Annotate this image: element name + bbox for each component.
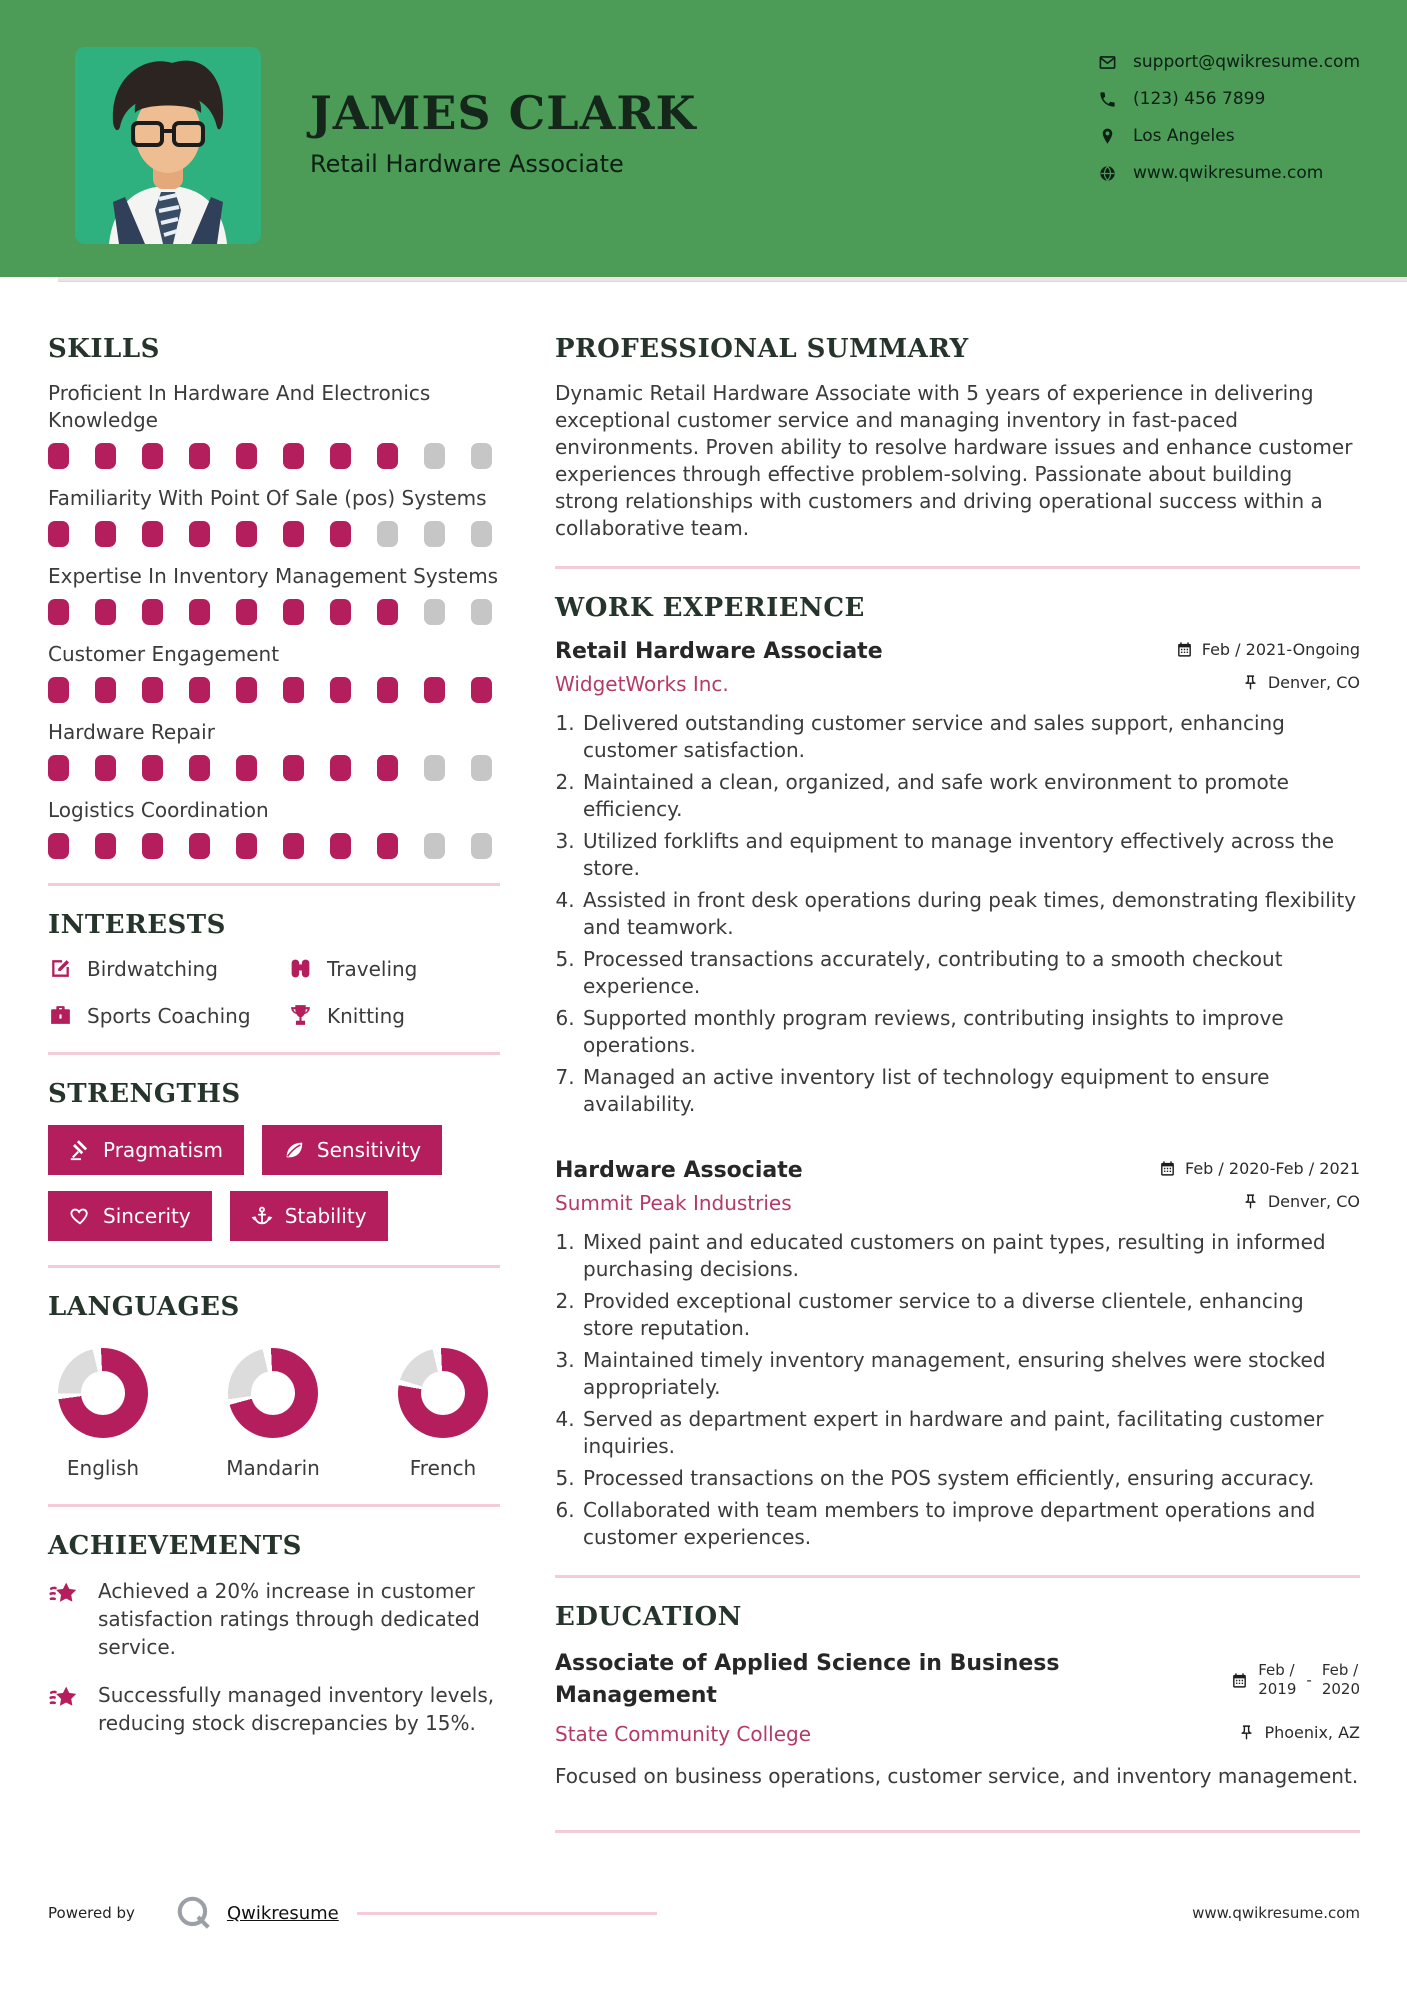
skill-dot-filled	[377, 755, 398, 781]
job-bullet: 3. Utilized forklifts and equipment to manage inventory effectively across the store.	[581, 828, 1360, 882]
education-dates	[1231, 1648, 1360, 1712]
strength-label: Pragmatism	[103, 1138, 223, 1162]
language-donut-chart	[398, 1348, 488, 1438]
phone-value: (123) 456 7899	[1133, 89, 1266, 109]
section-divider	[48, 1052, 500, 1055]
skill-label: Familiarity With Point Of Sale (pos) Systems	[48, 486, 487, 510]
skill-level-bar	[48, 755, 500, 781]
globe-icon	[1098, 164, 1117, 183]
job-bullet-list	[555, 710, 1360, 1118]
trophy-icon	[288, 1003, 313, 1028]
skill-dot-empty	[424, 833, 445, 859]
left-column	[48, 334, 500, 1857]
skill-dot-filled	[236, 521, 257, 547]
strengths-section	[48, 1079, 500, 1241]
skill-dot-filled	[283, 521, 304, 547]
section-divider	[48, 1265, 500, 1268]
skill-dot-filled	[48, 521, 69, 547]
skill-dot-filled	[330, 755, 351, 781]
education-degree: Associate of Applied Science in Business Management	[555, 1651, 1060, 1708]
skill-dot-filled	[236, 755, 257, 781]
skill-dot-filled	[377, 677, 398, 703]
job-subheader	[555, 672, 1360, 696]
education-subheader	[555, 1722, 1360, 1746]
section-divider	[555, 1575, 1360, 1578]
skill-dot-filled	[283, 443, 304, 469]
skill-label: Expertise In Inventory Management Systems	[48, 564, 499, 588]
skill-dot-filled	[48, 755, 69, 781]
email-value[interactable]: support@qwikresume.com	[1133, 52, 1360, 72]
contact-location	[1098, 126, 1360, 146]
skill-dot-filled	[142, 833, 163, 859]
job-location-text: Denver, CO	[1267, 673, 1360, 692]
interest-label: Knitting	[327, 1003, 405, 1028]
shooting-star-icon	[48, 1579, 82, 1613]
languages-heading: LANGUAGES	[48, 1292, 240, 1322]
interest-item	[288, 1003, 500, 1028]
job-bullet: 3. Maintained timely inventory management, ensuring shelves were stocked appropriately.	[581, 1347, 1360, 1401]
skill-dot-empty	[424, 755, 445, 781]
education-date-separator: -	[1306, 1670, 1312, 1689]
achievement-text: Successfully managed inventory levels, reducing stock discrepancies by 15%.	[98, 1683, 495, 1735]
interest-item	[288, 956, 500, 981]
achievement-text: Achieved a 20% increase in customer satisfaction ratings through dedicated service.	[98, 1579, 480, 1659]
profile-photo	[75, 47, 261, 244]
skill-item	[48, 563, 500, 625]
language-donut-chart	[58, 1348, 148, 1438]
header-divider	[58, 277, 1407, 282]
skill-dot-filled	[236, 599, 257, 625]
skill-dot-filled	[236, 677, 257, 703]
location-value: Los Angeles	[1133, 126, 1235, 146]
job-bullet: 2. Provided exceptional customer service to a diverse clientele, enhancing store reputation.	[581, 1288, 1360, 1342]
skill-dot-filled	[283, 755, 304, 781]
skill-dot-filled	[330, 833, 351, 859]
skill-dot-filled	[142, 443, 163, 469]
binoculars-icon	[288, 956, 313, 981]
phone-icon	[1098, 90, 1117, 109]
education-location-text: Phoenix, AZ	[1264, 1723, 1360, 1742]
skill-dot-filled	[471, 677, 492, 703]
shooting-star-icon	[48, 1683, 82, 1717]
skill-dot-empty	[424, 443, 445, 469]
skill-dot-filled	[48, 599, 69, 625]
strengths-heading: STRENGTHS	[48, 1079, 241, 1109]
job-dates	[1159, 1159, 1360, 1178]
website-value[interactable]: www.qwikresume.com	[1133, 163, 1324, 183]
skill-dot-filled	[424, 677, 445, 703]
skill-dot-filled	[236, 443, 257, 469]
person-name: JAMES CLARK	[310, 86, 697, 140]
section-divider	[555, 566, 1360, 569]
skill-dot-filled	[189, 521, 210, 547]
skill-dot-filled	[377, 443, 398, 469]
skill-dot-filled	[95, 521, 116, 547]
section-divider	[48, 883, 500, 886]
skill-level-bar	[48, 599, 500, 625]
strength-badge	[48, 1191, 212, 1241]
job-bullet: 6. Supported monthly program reviews, contributing insights to improve operations.	[581, 1005, 1360, 1059]
strength-badge	[48, 1125, 244, 1175]
summary-section	[555, 334, 1360, 542]
skill-dot-filled	[189, 677, 210, 703]
skill-dot-filled	[142, 755, 163, 781]
skill-dot-filled	[142, 521, 163, 547]
leaf-icon	[283, 1139, 305, 1161]
education-header	[555, 1648, 1360, 1712]
job-entry	[555, 1158, 1360, 1551]
interest-label: Traveling	[327, 956, 418, 981]
job-bullet: 7. Managed an active inventory list of technology equipment to ensure availability.	[581, 1064, 1360, 1118]
job-location	[1242, 673, 1360, 692]
strengths-row	[48, 1191, 500, 1241]
skill-dot-filled	[95, 833, 116, 859]
strength-badge	[230, 1191, 388, 1241]
briefcase-icon	[48, 1003, 73, 1028]
skill-dot-empty	[471, 521, 492, 547]
skill-item	[48, 719, 500, 781]
skill-level-bar	[48, 833, 500, 859]
education-heading: EDUCATION	[555, 1602, 742, 1632]
language-label: French	[409, 1456, 477, 1480]
powered-by-label: Powered by	[48, 1904, 135, 1922]
skill-dot-filled	[283, 677, 304, 703]
section-divider	[48, 1504, 500, 1507]
skill-dot-empty	[471, 755, 492, 781]
job-bullet-list	[555, 1229, 1360, 1551]
gavel-icon	[69, 1139, 91, 1161]
achievements-heading: ACHIEVEMENTS	[48, 1531, 302, 1561]
skill-dot-empty	[424, 521, 445, 547]
skill-label: Proficient In Hardware And Electronics Knowledge	[48, 381, 431, 432]
section-divider	[555, 1830, 1360, 1833]
right-column	[555, 334, 1360, 1857]
skill-label: Logistics Coordination	[48, 798, 269, 822]
skill-dot-filled	[48, 677, 69, 703]
education-date-start: Feb / 2019	[1258, 1661, 1297, 1698]
strength-label: Stability	[284, 1204, 367, 1228]
pushpin-icon	[1242, 674, 1259, 691]
summary-text: Dynamic Retail Hardware Associate with 5 years of experience in delivering exceptional customer service and managing inventory in fast-paced environments. Proven ability to resolve hardware issues and enhance customer experiences through effective problem-solving. Passionate about building strong relationships with customers and driving operational success within a collaborative team.	[555, 381, 1353, 540]
calendar-icon	[1231, 1672, 1248, 1689]
language-label: English	[66, 1456, 140, 1480]
skills-section	[48, 334, 500, 859]
qwikresume-logo-icon	[175, 1894, 213, 1932]
skill-dot-filled	[95, 677, 116, 703]
skill-dot-empty	[471, 443, 492, 469]
strength-label: Sincerity	[103, 1204, 191, 1228]
skill-dot-filled	[283, 599, 304, 625]
job-company: Summit Peak Industries	[555, 1191, 792, 1215]
education-date-end: Feb / 2020	[1321, 1661, 1360, 1698]
contact-list	[1098, 52, 1360, 200]
skill-dot-filled	[142, 677, 163, 703]
contact-phone	[1098, 89, 1360, 109]
job-title: Hardware Associate	[555, 1158, 803, 1183]
languages-section	[48, 1292, 500, 1480]
job-location-text: Denver, CO	[1267, 1192, 1360, 1211]
skill-dot-filled	[95, 443, 116, 469]
job-dates-text: Feb / 2020-Feb / 2021	[1185, 1159, 1360, 1178]
skill-dot-empty	[471, 599, 492, 625]
achievement-item	[48, 1681, 500, 1737]
skill-dot-filled	[283, 833, 304, 859]
summary-heading: PROFESSIONAL SUMMARY	[555, 334, 969, 364]
language-item	[218, 1348, 328, 1480]
skill-dot-filled	[142, 599, 163, 625]
interests-section	[48, 910, 500, 1028]
footer-divider-line	[357, 1912, 657, 1915]
experience-heading: WORK EXPERIENCE	[555, 593, 865, 623]
pushpin-icon	[1242, 1193, 1259, 1210]
strength-badge	[262, 1125, 442, 1175]
interest-label: Birdwatching	[87, 956, 218, 981]
skill-dot-filled	[48, 833, 69, 859]
skill-dot-filled	[377, 599, 398, 625]
skills-heading: SKILLS	[48, 334, 160, 364]
achievements-section	[48, 1531, 500, 1737]
skill-label: Customer Engagement	[48, 642, 280, 666]
contact-email	[1098, 52, 1360, 72]
job-dates-text: Feb / 2021-Ongoing	[1201, 640, 1360, 659]
education-section	[555, 1602, 1360, 1790]
job-header	[555, 1158, 1360, 1183]
pencil-icon	[48, 956, 73, 981]
job-bullet: 4. Served as department expert in hardware and paint, facilitating customer inquiries.	[581, 1406, 1360, 1460]
job-title: Retail Hardware Associate	[555, 639, 883, 664]
skill-dot-filled	[189, 599, 210, 625]
skill-dot-filled	[189, 755, 210, 781]
skill-item	[48, 485, 500, 547]
languages-row	[48, 1348, 500, 1480]
skill-dot-filled	[236, 833, 257, 859]
skill-item	[48, 641, 500, 703]
skill-item	[48, 797, 500, 859]
job-bullet: 6. Collaborated with team members to improve department operations and customer experiences.	[581, 1497, 1360, 1551]
job-dates	[1176, 640, 1360, 659]
heart-icon	[69, 1205, 91, 1227]
job-bullet: 5. Processed transactions on the POS system efficiently, ensuring accuracy.	[581, 1465, 1360, 1492]
experience-section	[555, 593, 1360, 1551]
strengths-row	[48, 1125, 500, 1175]
skill-label: Hardware Repair	[48, 720, 215, 744]
pushpin-icon	[1238, 1724, 1255, 1741]
skill-level-bar	[48, 521, 500, 547]
skill-level-bar	[48, 677, 500, 703]
anchor-icon	[251, 1205, 273, 1227]
strength-label: Sensitivity	[316, 1138, 422, 1162]
header	[0, 0, 1407, 277]
person-title: Retail Hardware Associate	[310, 150, 624, 178]
interest-label: Sports Coaching	[87, 1003, 251, 1028]
qwikresume-link[interactable]: Qwikresume	[226, 1902, 339, 1924]
job-company: WidgetWorks Inc.	[555, 672, 729, 696]
footer	[48, 1894, 1360, 1932]
language-label: Mandarin	[226, 1456, 320, 1480]
education-description: Focused on business operations, customer service, and inventory management.	[555, 1764, 1359, 1788]
content	[0, 334, 1407, 1857]
skill-dot-filled	[95, 599, 116, 625]
email-icon	[1098, 53, 1117, 72]
job-bullet: 5. Processed transactions accurately, contributing to a smooth checkout experience.	[581, 946, 1360, 1000]
job-bullet: 2. Maintained a clean, organized, and safe work environment to promote efficiency.	[581, 769, 1360, 823]
job-entry	[555, 639, 1360, 1118]
job-bullet: 4. Assisted in front desk operations during peak times, demonstrating flexibility and teamwork.	[581, 887, 1360, 941]
skill-dot-filled	[95, 755, 116, 781]
skill-item	[48, 380, 500, 469]
achievement-item	[48, 1577, 500, 1661]
interest-item	[48, 956, 288, 981]
skill-dot-filled	[377, 833, 398, 859]
calendar-icon	[1176, 641, 1193, 658]
skill-dot-filled	[330, 599, 351, 625]
skill-dot-filled	[189, 833, 210, 859]
job-bullet: 1. Delivered outstanding customer service and sales support, enhancing customer satisfaction.	[581, 710, 1360, 764]
interests-grid	[48, 956, 500, 1028]
skill-dot-empty	[471, 833, 492, 859]
contact-website	[1098, 163, 1360, 183]
skill-dot-empty	[424, 599, 445, 625]
skill-dot-filled	[189, 443, 210, 469]
skill-dot-empty	[377, 521, 398, 547]
education-location	[1238, 1723, 1360, 1742]
job-bullet: 1. Mixed paint and educated customers on paint types, resulting in informed purchasing decisions.	[581, 1229, 1360, 1283]
education-school: State Community College	[555, 1722, 812, 1746]
job-location	[1242, 1192, 1360, 1211]
skill-level-bar	[48, 443, 500, 469]
calendar-icon	[1159, 1160, 1176, 1177]
footer-site-url[interactable]: www.qwikresume.com	[1192, 1904, 1360, 1922]
skill-dot-filled	[330, 443, 351, 469]
skill-dot-filled	[330, 521, 351, 547]
location-icon	[1098, 127, 1117, 146]
job-header	[555, 639, 1360, 664]
profile-photo-illustration	[75, 47, 261, 244]
language-item	[388, 1348, 498, 1480]
skill-dot-filled	[330, 677, 351, 703]
skill-dot-filled	[48, 443, 69, 469]
language-item	[48, 1348, 158, 1480]
interests-heading: INTERESTS	[48, 910, 226, 940]
interest-item	[48, 1003, 288, 1028]
identity-block	[310, 86, 697, 178]
job-subheader	[555, 1191, 1360, 1215]
language-donut-chart	[228, 1348, 318, 1438]
